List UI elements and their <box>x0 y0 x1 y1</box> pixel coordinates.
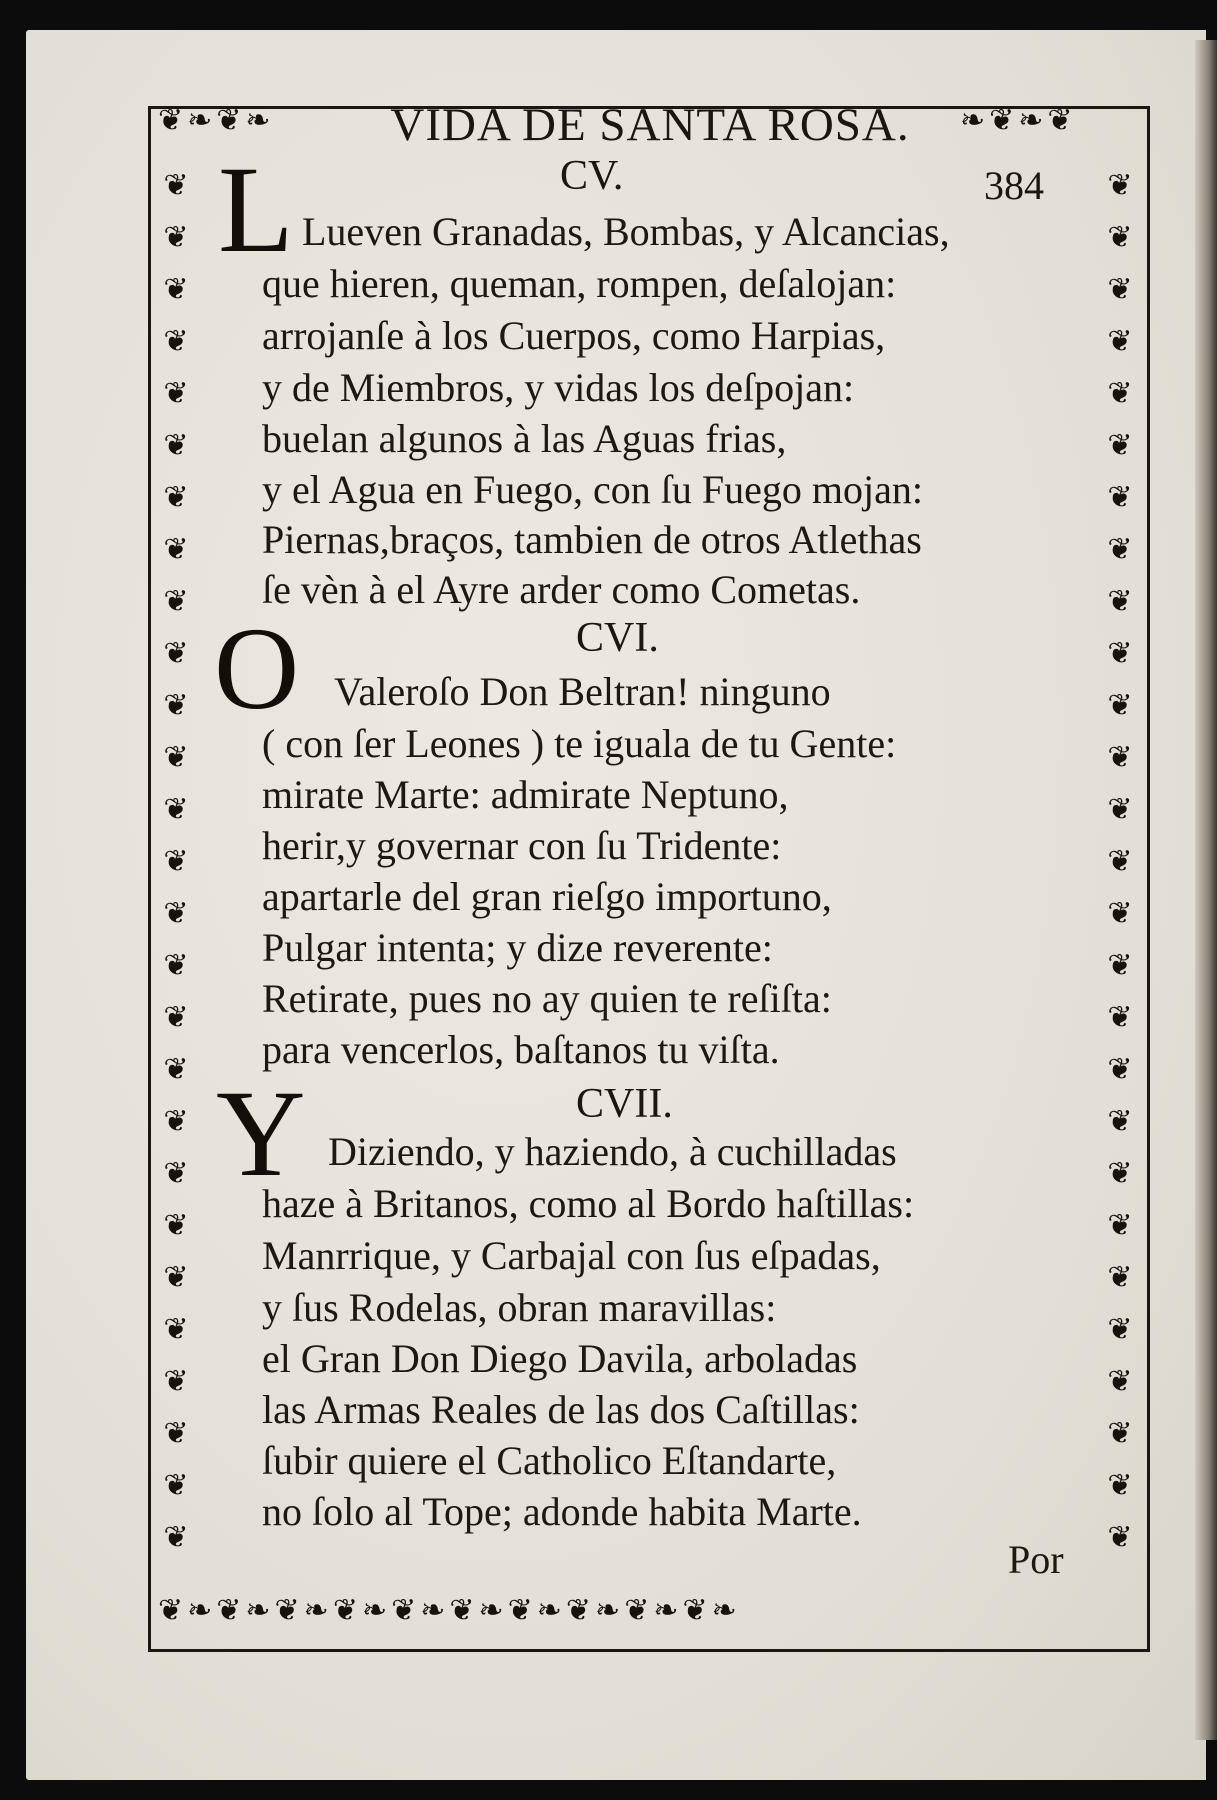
fleuron-ornament-icon: ❦ <box>1107 1157 1133 1190</box>
verse-line: no ſolo al Tope; adonde habita Marte. <box>262 1489 862 1534</box>
verse-line: las Armas Reales de las dos Caſtillas: <box>262 1387 860 1432</box>
verse-line: mirate Marte: admirate Neptuno, <box>262 772 789 817</box>
fleuron-ornament-icon: ❦ <box>163 1209 189 1242</box>
fleuron-ornament-icon: ❦ <box>1107 273 1133 306</box>
stanza-number: CVII. <box>576 1081 673 1127</box>
fleuron-ornament-icon: ❦ <box>163 481 189 514</box>
verse-line: apartarle del gran rieſgo importuno, <box>262 874 832 919</box>
fleuron-ornament-icon: ❦ <box>163 741 189 774</box>
drop-cap: L <box>218 141 294 278</box>
verse-line: y el Agua en Fuego, con ſu Fuego mojan: <box>262 467 924 512</box>
fleuron-ornament-icon: ❦ <box>1107 1261 1133 1294</box>
fleuron-ornament-icon: ❦ <box>163 273 189 306</box>
fleuron-ornament-icon: ❦ <box>1107 1521 1133 1554</box>
drop-cap: O <box>214 603 300 734</box>
catchword: Por <box>1008 1537 1064 1582</box>
verse-line: para vencerlos, baſtanos tu viſta. <box>262 1027 780 1072</box>
verse-line: ſubir quiere el Catholico Eſtandarte, <box>262 1438 837 1483</box>
verse-line: y de Miembros, y vidas los deſpojan: <box>262 365 855 410</box>
fleuron-ornament-icon: ❦ <box>1107 429 1133 462</box>
stanza-number: CV. <box>560 153 624 199</box>
fleuron-ornament-icon: ❦ <box>1107 1417 1133 1450</box>
fleuron-ornament-icon: ❦ <box>1107 845 1133 878</box>
fleuron-ornament-icon: ❦ <box>163 1417 189 1450</box>
ornament-bottom-row: ❦❧❦❧❦❧❦❧❦❧❦❧❦❧❦❧❦❧❦❧ <box>158 1596 741 1626</box>
verse-line: Manrrique, y Carbajal con ſus eſpadas, <box>262 1233 881 1278</box>
fleuron-ornament-icon: ❦ <box>1107 793 1133 826</box>
running-title: VIDA DE SANTA ROSA. <box>390 99 910 151</box>
ornament-top-right: ❧❦❧❦ <box>960 106 1077 136</box>
fleuron-ornament-icon: ❦ <box>163 793 189 826</box>
verse-line: ſe vèn à el Ayre arder como Cometas. <box>262 567 861 612</box>
fleuron-ornament-icon: ❦ <box>163 429 189 462</box>
verse-line: herir,y governar con ſu Tridente: <box>262 823 782 868</box>
ornament-right-column <box>1100 160 1140 1590</box>
verse-line: el Gran Don Diego Davila, arboladas <box>262 1336 858 1381</box>
fleuron-ornament-icon: ❦ <box>1107 689 1133 722</box>
fleuron-ornament-icon: ❦ <box>163 533 189 566</box>
verse-line: arrojanſe à los Cuerpos, como Harpias, <box>262 313 886 358</box>
fleuron-ornament-icon: ❦ <box>163 1365 189 1398</box>
fleuron-ornament-icon: ❦ <box>163 1157 189 1190</box>
fleuron-ornament-icon: ❦ <box>1107 377 1133 410</box>
verse-line: Lueven Granadas, Bombas, y Alcancias, <box>302 209 950 254</box>
fleuron-ornament-icon: ❦ <box>1107 1053 1133 1086</box>
verse-line: Pulgar intenta; y dize reverente: <box>262 925 773 970</box>
page-number: 384 <box>984 163 1044 208</box>
fleuron-ornament-icon: ❦ <box>163 949 189 982</box>
fleuron-ornament-icon: ❦ <box>1107 481 1133 514</box>
fleuron-ornament-icon: ❦ <box>163 1261 189 1294</box>
verse-line: y ſus Rodelas, obran maravillas: <box>262 1285 777 1330</box>
fleuron-ornament-icon: ❦ <box>163 1521 189 1554</box>
fleuron-ornament-icon: ❦ <box>1107 949 1133 982</box>
fleuron-ornament-icon: ❦ <box>163 689 189 722</box>
fleuron-ornament-icon: ❦ <box>1107 897 1133 930</box>
verse-line: Valeroſo Don Beltran! ninguno <box>334 669 831 714</box>
fleuron-ornament-icon: ❦ <box>1107 221 1133 254</box>
fleuron-ornament-icon: ❦ <box>1107 585 1133 618</box>
fleuron-ornament-icon: ❦ <box>1107 1469 1133 1502</box>
facing-page-edge <box>1195 40 1217 1740</box>
fleuron-ornament-icon: ❦ <box>163 169 189 202</box>
verse-line: Piernas,braços, tambien de otros Atlethas <box>262 517 922 562</box>
fleuron-ornament-icon: ❦ <box>1107 1365 1133 1398</box>
fleuron-ornament-icon: ❦ <box>1107 325 1133 358</box>
fleuron-ornament-icon: ❦ <box>1107 637 1133 670</box>
fleuron-ornament-icon: ❦ <box>1107 1001 1133 1034</box>
verse-line: buelan algunos à las Aguas frias, <box>262 416 787 461</box>
ornament-top-left: ❦❧❦❧ <box>158 106 275 136</box>
fleuron-ornament-icon: ❦ <box>1107 1313 1133 1346</box>
verse-line: ( con ſer Leones ) te iguala de tu Gente: <box>262 721 897 766</box>
verse-line: Retirate, pues no ay quien te reſiſta: <box>262 976 832 1021</box>
fleuron-ornament-icon: ❦ <box>1107 1209 1133 1242</box>
fleuron-ornament-icon: ❦ <box>1107 741 1133 774</box>
fleuron-ornament-icon: ❦ <box>163 897 189 930</box>
drop-cap: Y <box>216 1065 306 1202</box>
fleuron-ornament-icon: ❦ <box>163 1053 189 1086</box>
fleuron-ornament-icon: ❦ <box>1107 169 1133 202</box>
fleuron-ornament-icon: ❦ <box>163 325 189 358</box>
fleuron-ornament-icon: ❦ <box>1107 533 1133 566</box>
stanza-number: CVI. <box>576 615 659 661</box>
fleuron-ornament-icon: ❦ <box>163 585 189 618</box>
fleuron-ornament-icon: ❦ <box>1107 1105 1133 1138</box>
fleuron-ornament-icon: ❦ <box>163 1469 189 1502</box>
verse-line: Diziendo, y haziendo, à cuchilladas <box>328 1129 897 1174</box>
verse-line: haze à Britanos, como al Bordo haſtillas: <box>262 1181 915 1226</box>
fleuron-ornament-icon: ❦ <box>163 845 189 878</box>
fleuron-ornament-icon: ❦ <box>163 1313 189 1346</box>
verse-line: que hieren, queman, rompen, deſalojan: <box>262 261 897 306</box>
fleuron-ornament-icon: ❦ <box>163 377 189 410</box>
fleuron-ornament-icon: ❦ <box>163 1105 189 1138</box>
fleuron-ornament-icon: ❦ <box>163 1001 189 1034</box>
ornament-left-column <box>156 160 196 1590</box>
fleuron-ornament-icon: ❦ <box>163 221 189 254</box>
fleuron-ornament-icon: ❦ <box>163 637 189 670</box>
